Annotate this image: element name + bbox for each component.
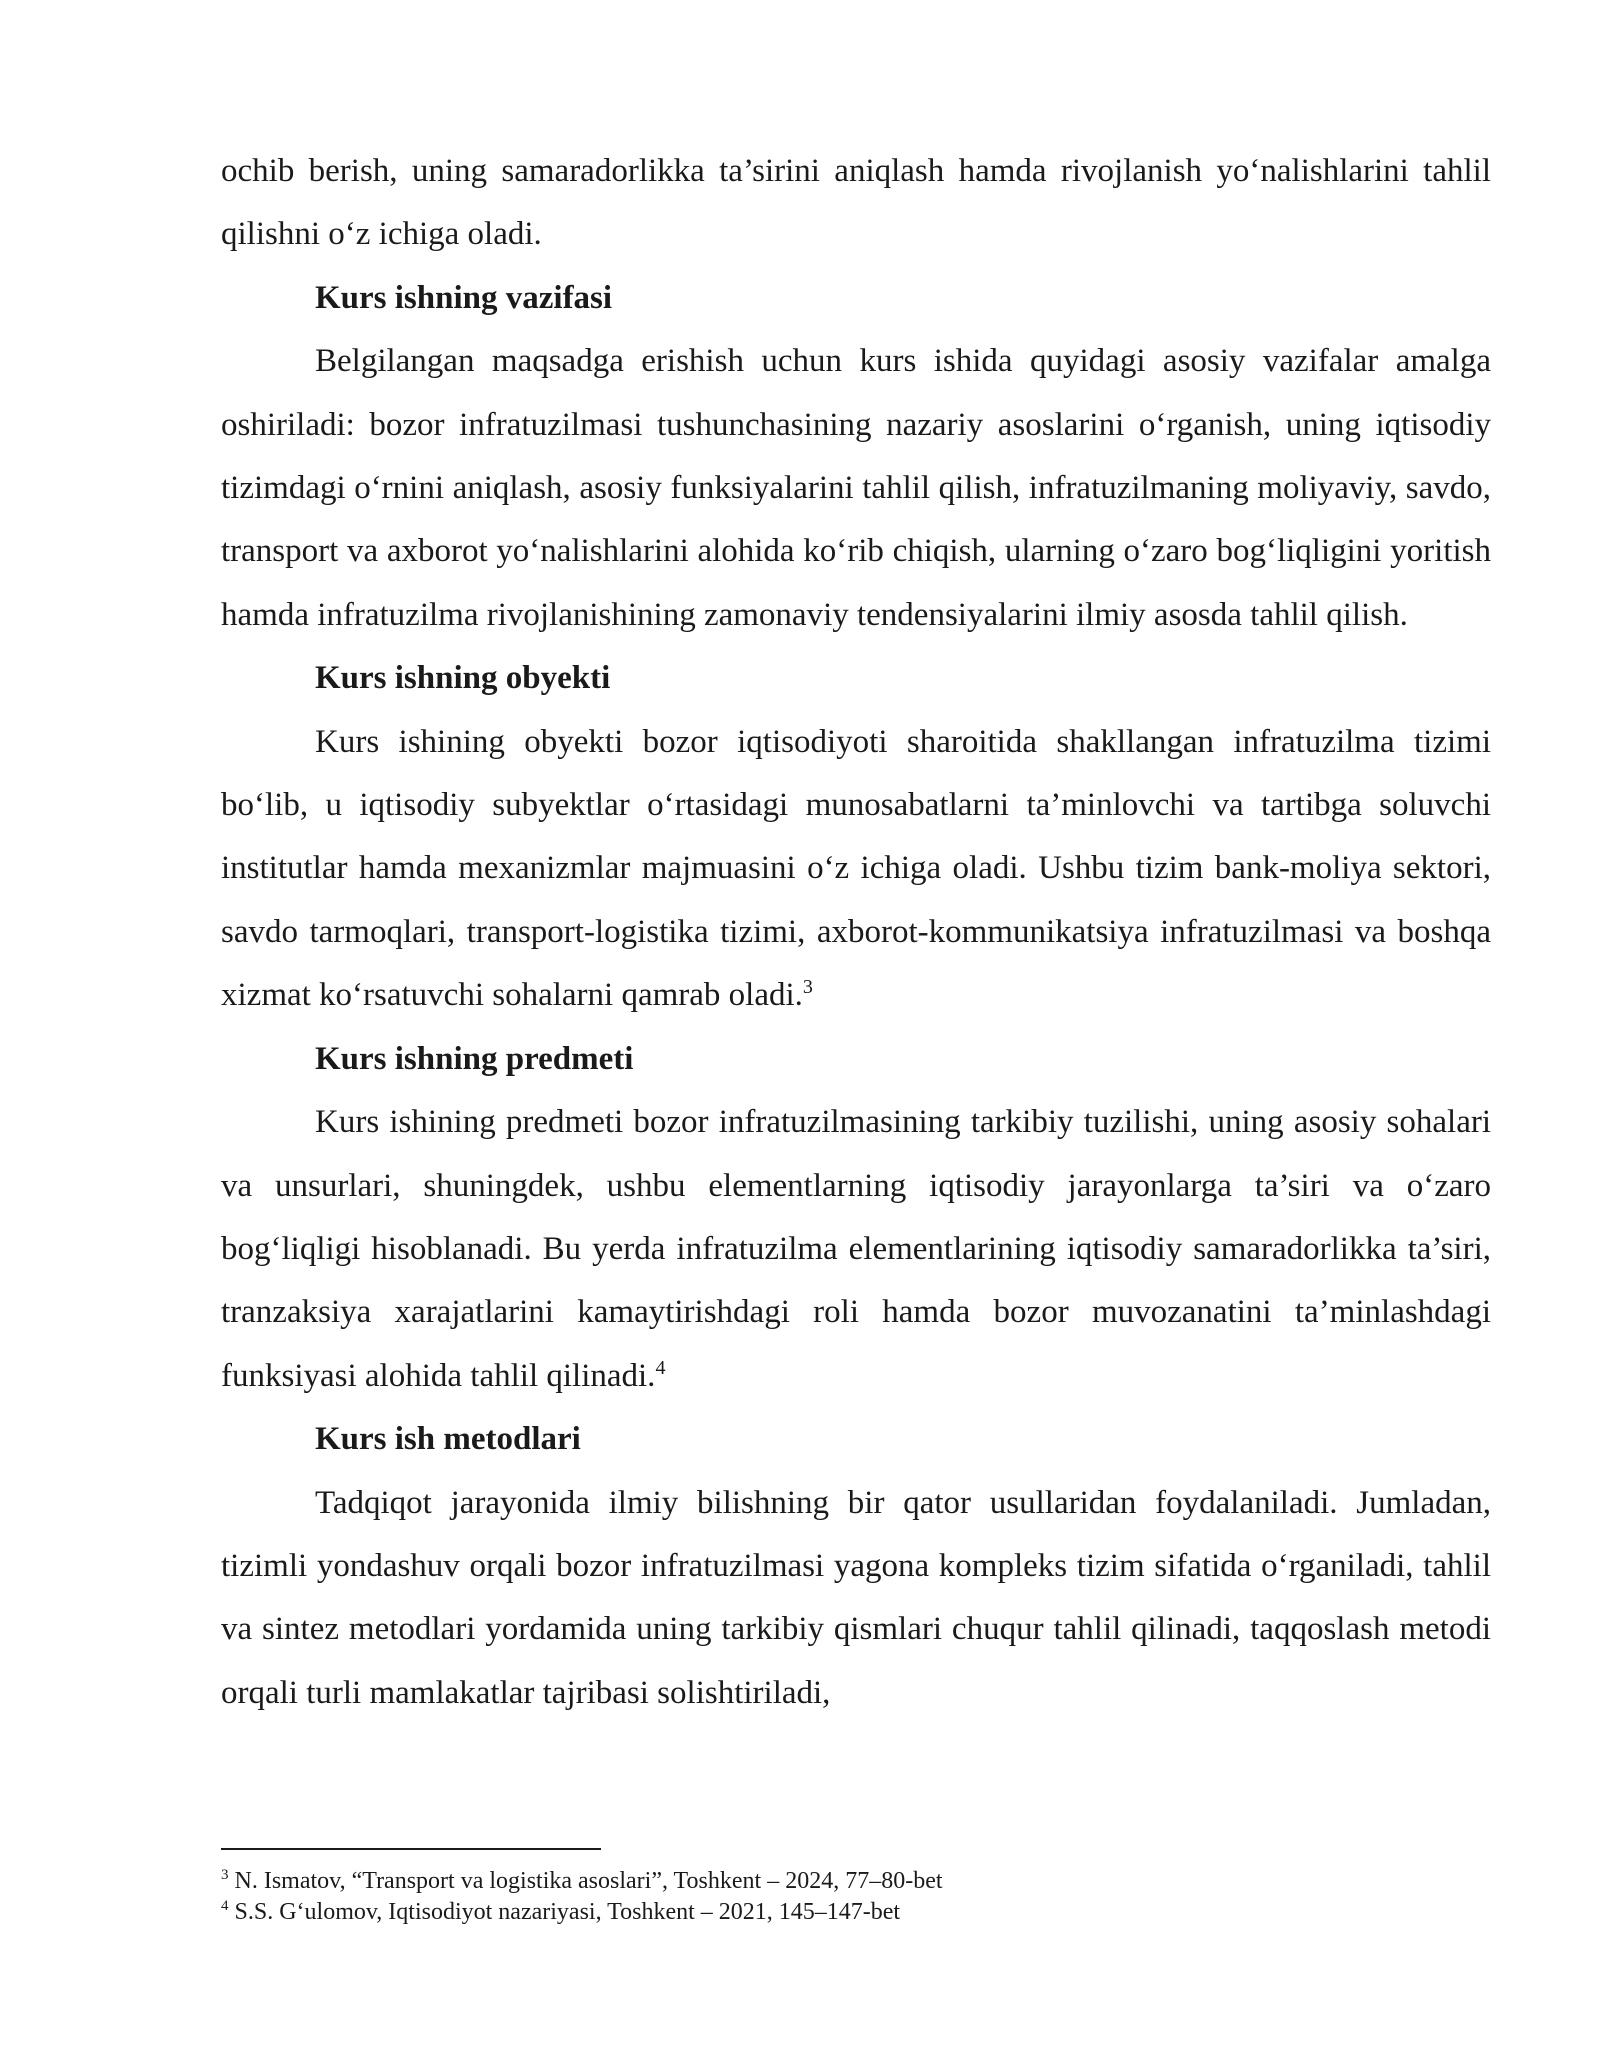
footnote-separator bbox=[221, 1848, 601, 1850]
footnote-ref-4[interactable]: 4 bbox=[655, 1356, 666, 1379]
paragraph-obyekti bbox=[221, 711, 1491, 1028]
footnote-4 bbox=[221, 1897, 1491, 1928]
heading-predmeti: Kurs ishning predmeti bbox=[315, 1040, 634, 1077]
footnote-3 bbox=[221, 1866, 1491, 1897]
footnotes bbox=[221, 1866, 1491, 1928]
intro-paragraph: ochib berish, uning samaradorlikka ta’sirini aniqlash hamda rivojlanish yo‘nalishlarini tahlil qilishni o‘z ichiga oladi. bbox=[221, 153, 1491, 253]
paragraph-predmeti bbox=[221, 1091, 1491, 1408]
footnote-text: N. Ismatov, “Transport va logistika asoslari”, Toshkent – 2024, 77–80-bet bbox=[228, 1868, 943, 1894]
heading-obyekti: Kurs ishning obyekti bbox=[315, 660, 611, 697]
footnote-number: 4 bbox=[221, 1898, 229, 1914]
paragraph-vazifasi: Belgilangan maqsadga erishish uchun kurs ishida quyidagi asosiy vazifalar amalga oshiriladi: bozor infratuzilmasi tushunchasining nazariy asoslarini o‘rganish, uning iqtisodiy tizimdagi o‘rnini aniqlash, asosiy funksiyalarini tahlil qilish, infratuzilmaning moliyaviy, savdo, transport va axborot yo‘nalishlarini alohida ko‘rib chiqish, ularning o‘zaro bog‘liqligini yoritish hamda infratuzilma rivojlanishining zamonaviy tendensiyalarini ilmiy asosda tahlil qilish. bbox=[221, 343, 1491, 633]
footnote-number: 3 bbox=[221, 1867, 229, 1883]
heading-metodlari: Kurs ish metodlari bbox=[315, 1421, 581, 1458]
document-body bbox=[221, 140, 1491, 1725]
paragraph-metodlari: Tadqiqot jarayonida ilmiy bilishning bir qator usullaridan foydalaniladi. Jumladan, tizimli yondashuv orqali bozor infratuzilmasi yagona kompleks tizim sifatida o‘rganiladi, tahlil va sintez metodlari yordamida uning tarkibiy qismlari chuqur tahlil qilinadi, taqqoslash metodi orqali turli mamlakatlar tajribasi solishtiriladi, bbox=[221, 1484, 1491, 1711]
paragraph-predmeti-text: Kurs ishining predmeti bozor infratuzilmasining tarkibiy tuzilishi, uning asosiy sohalari va unsurlari, shuningdek, ushbu elementlarning iqtisodiy jarayonlarga ta’siri va o‘zaro bog‘liqligi hisoblanadi. Bu yerda infratuzilma elementlarining iqtisodiy samaradorlikka ta’siri, tranzaksiya xarajatlarini kamaytirishdagi roli hamda bozor muvozanatini ta’minlashdagi funksiyasi alohida tahlil qilinadi. bbox=[221, 1104, 1491, 1394]
footnote-text: S.S. G‘ulomov, Iqtisodiyot nazariyasi, Toshkent – 2021, 145–147-bet bbox=[228, 1899, 901, 1925]
heading-vazifasi: Kurs ishning vazifasi bbox=[315, 279, 613, 316]
paragraph-obyekti-text: Kurs ishining obyekti bozor iqtisodiyoti sharoitida shakllangan infratuzilma tizimi bo‘lib, u iqtisodiy subyektlar o‘rtasidagi munosabatlarni ta’minlovchi va tartibga soluvchi institutlar hamda mexanizmlar majmuasini o‘z ichiga oladi. Ushbu tizim bank-moliya sektori, savdo tarmoqlari, transport-logistika tizimi, axborot-kommunikatsiya infratuzilmasi va boshqa xizmat ko‘rsatuvchi sohalarni qamrab oladi. bbox=[221, 723, 1491, 1014]
footnote-ref-3[interactable]: 3 bbox=[802, 976, 813, 999]
